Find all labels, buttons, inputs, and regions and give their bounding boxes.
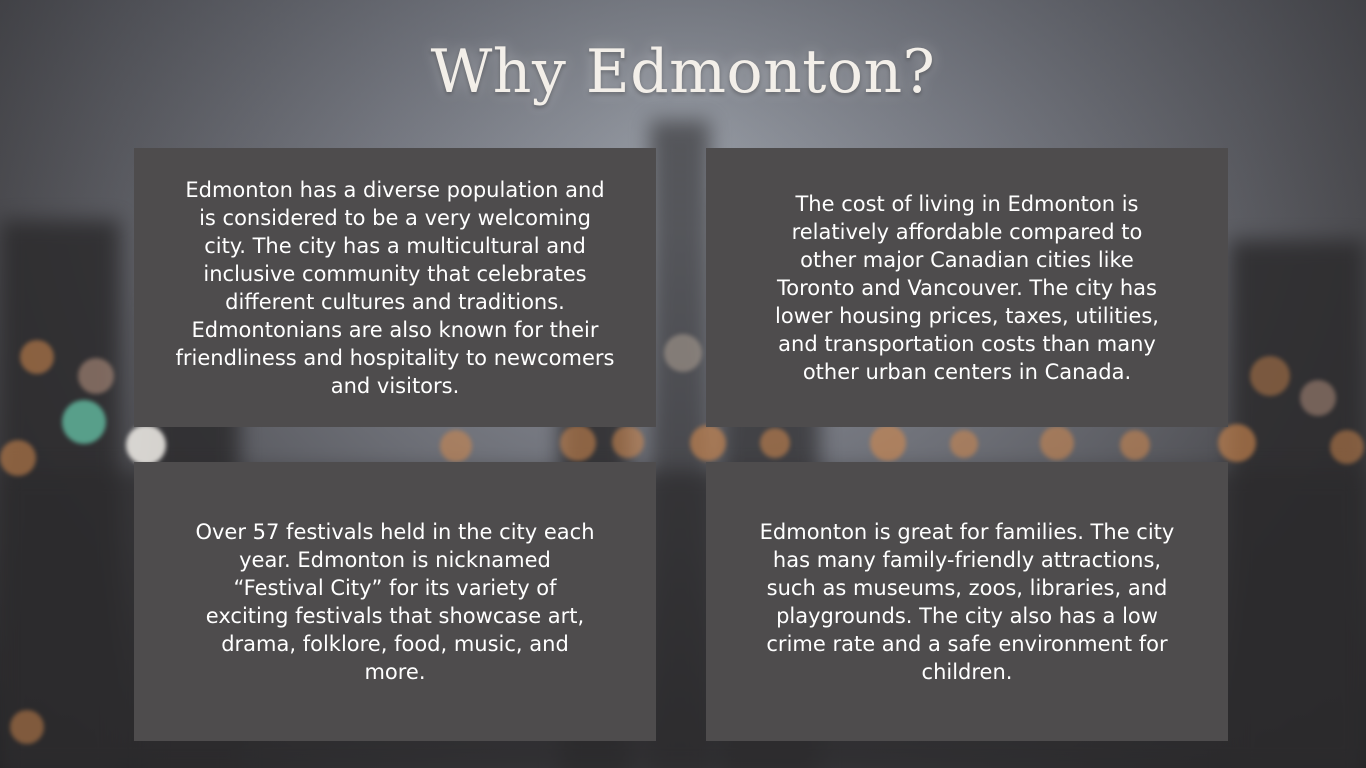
bokeh-light [0, 440, 36, 476]
bokeh-light [440, 430, 472, 462]
bokeh-light [664, 334, 702, 372]
bokeh-light [10, 710, 44, 744]
bokeh-light [1330, 430, 1364, 464]
bokeh-light [690, 425, 726, 461]
bokeh-light [20, 340, 54, 374]
info-card-cost-of-living [706, 148, 1228, 427]
bokeh-light [612, 426, 644, 458]
bokeh-light [560, 425, 596, 461]
card-text: Edmonton has a diverse population and is considered to be a very welcoming city. The city has a multicultural and inclusive community that celebrates different cultures and traditions. Edmontonians are also known for their friendliness and hospitality to newcomers and visitors. [175, 177, 615, 398]
bokeh-light [126, 425, 166, 465]
info-card-families [706, 462, 1228, 741]
card-text: Over 57 festivals held in the city each year. Edmonton is nicknamed “Festival City” for its variety of exciting festivals that showcase art, drama, folklore, food, music, and more. [195, 519, 595, 684]
info-card-festivals [134, 462, 656, 741]
slide-title: Why Edmonton? [430, 37, 936, 107]
bokeh-light [78, 358, 114, 394]
bokeh-light [760, 428, 790, 458]
info-card-diversity [134, 148, 656, 427]
card-text: The cost of living in Edmonton is relatively affordable compared to other major Canadian cities like Toronto and Vancouver. The city has lower housing prices, taxes, utilities, and transportation costs than many other urban centers in Canada. [775, 191, 1159, 384]
bokeh-light [950, 430, 978, 458]
bokeh-light [1218, 424, 1256, 462]
card-text: Edmonton is great for families. The city has many family-friendly attractions, such as museums, zoos, libraries, and playgrounds. The city also has a low crime rate and a safe environment for children. [759, 519, 1175, 684]
bokeh-light [870, 425, 906, 461]
bokeh-light [1250, 356, 1290, 396]
bokeh-light [62, 400, 106, 444]
bokeh-light [1120, 430, 1150, 460]
bokeh-light [1040, 426, 1074, 460]
bokeh-light [1300, 380, 1336, 416]
